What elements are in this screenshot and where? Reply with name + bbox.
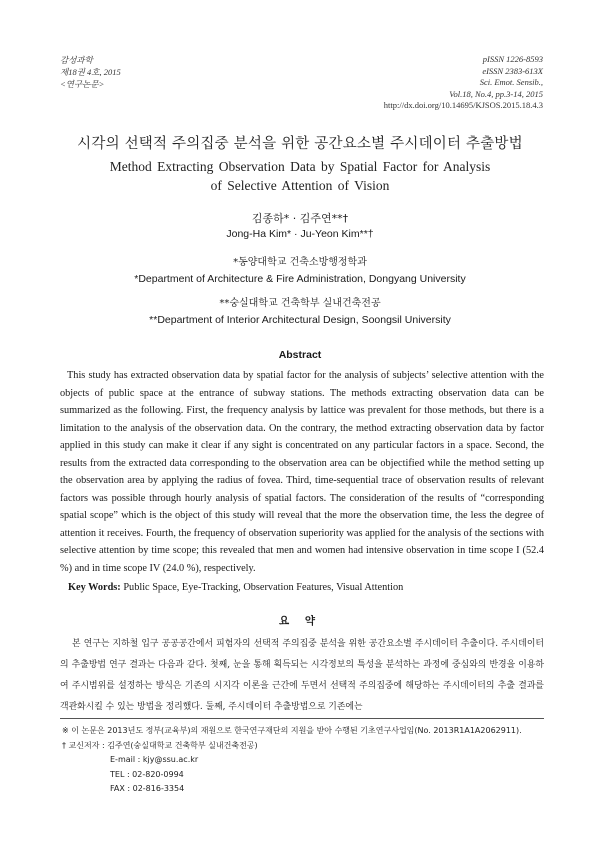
doi-link[interactable]: http://dx.doi.org/10.14695/KJSOS.2015.18.4.3 — [383, 100, 543, 110]
journal-issue: 제18권 4호, 2015 — [60, 67, 121, 77]
keywords-list: Public Space, Eye-Tracking, Observation Features, Visual Attention — [123, 582, 404, 593]
title-korean: 시각의 선택적 주의집중 분석을 위한 공간요소별 주시데이터 추출방법 — [77, 136, 523, 152]
affiliation-1 — [0, 254, 600, 288]
abstract-heading: Abstract — [278, 349, 322, 361]
summary-heading: 요 약 — [279, 615, 321, 627]
journal-header-right — [384, 54, 543, 112]
volume-info: Vol.18, No.4, pp.3-14, 2015 — [449, 88, 543, 99]
title-english — [0, 157, 600, 195]
affiliation-1-english: *Department of Architecture & Fire Administration, Dongyang University — [134, 273, 466, 285]
title-english-line1: Method Extracting Observation Data by Spatial Factor for Analysis — [109, 159, 491, 174]
keywords-label: Key Words: — [68, 582, 121, 593]
affiliation-2-korean: **숭실대학교 건축학부 실내건축전공 — [219, 298, 381, 309]
affiliation-2 — [0, 295, 600, 329]
contact-fax: FAX : 02-816-3354 — [110, 784, 185, 793]
contact-email[interactable]: E-mail : kjy@ssu.ac.kr — [110, 755, 199, 764]
journal-header-left — [60, 54, 121, 90]
footnotes — [62, 724, 522, 797]
eissn: eISSN 2383-613X — [482, 65, 543, 76]
authors-korean: 김종하* · 김주연**† — [251, 212, 349, 225]
abstract-text: This study has extracted observation data by spatial factor for the analysis of subjects’ selective attention with the objects of public space at the entrance of subway stations. The methods extracting observation data can be summarized as the following. First, the frequency analysis by lattice was prevalent for those methods, but there is a limitation to the analysis of the observation data. On the contrary, the method extracting observation data by factor applied in this study can make it clear if any sight is concentrated on any particular factors in a space. Second, the results from the extracted data corresponding to the observation area can be objectified while the method setting up the observation area by applying the radius of fovea. Third, time-sequential trace of observation results of relevant factors was possible through hourly analysis of spatial factors. The consideration of the results of “corresponding spatial scope” which is the object of this study will reveal that the more the observation time, the less the degree of attention it receives. Fourth, the frequency of observation superiority was applied for the analysis of the sections with selective attention by time scope; this revealed that men and women had intensive observation in time scope I (52.4 %) and in time scope IV (24.0 %), respectively. — [60, 370, 544, 574]
keywords — [68, 582, 403, 593]
paper-type: <연구논문> — [60, 79, 105, 89]
journal-abbrev: Sci. Emot. Sensib., — [479, 77, 543, 87]
journal-name: 감성과학 — [60, 55, 93, 65]
affiliation-1-korean: *동양대학교 건축소방행정학과 — [233, 257, 367, 268]
footnote-divider — [60, 718, 544, 719]
authors-english: Jong-Ha Kim* · Ju-Yeon Kim**† — [226, 228, 374, 240]
summary-text: 본 연구는 지하철 입구 공공공간에서 피험자의 선택적 주의집중 분석을 위한 공간요소별 주시데이터 추출이다. 주시데이터의 추출방법 연구 결과는 다음과 같다. 첫째, 눈을 통해 획득되는 시각정보의 특성을 분석하는 과정에 중심와의 반경을 이용하여 주시범위를 설정하는 방식은 기존의 시지각 이론을 근간에 두면서 선택적 주의집중에 해당하는 주시데이터의 추출 결과를 객관화시킬 수 있는 방법을 정리했다. 둘째, 주시데이터 추출방법으로 기존에는 — [60, 639, 544, 712]
footnote-funding: ※ 이 논문은 2013년도 정부(교육부)의 재원으로 한국연구재단의 지원을 받아 수행된 기초연구사업임(No. 2013R1A1A2062911). — [62, 726, 522, 735]
pissn: pISSN 1226-8593 — [482, 54, 543, 64]
contact-tel: TEL : 02-820-0994 — [110, 769, 184, 779]
title-english-line2: of Selective Attention of Vision — [210, 178, 390, 193]
affiliation-2-english: **Department of Interior Architectural Design, Soongsil University — [149, 314, 451, 326]
footnote-corresponding-author: † 교신저자 : 김주연(숭실대학교 건축학부 실내건축전공) — [62, 740, 258, 750]
